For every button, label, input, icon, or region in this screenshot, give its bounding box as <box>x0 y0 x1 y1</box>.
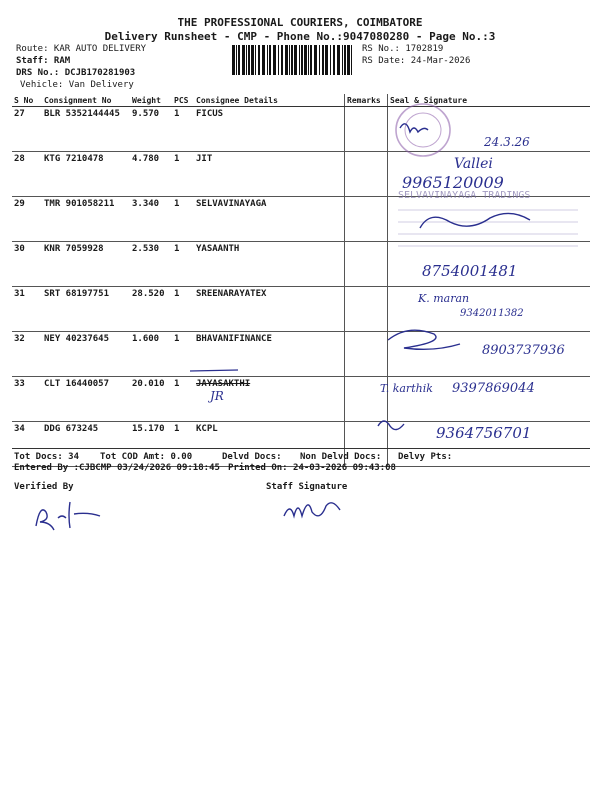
signature-scribble <box>400 124 428 132</box>
delivered-docs: Delvd Docs: <box>222 452 282 462</box>
cell-weight: 1.600 <box>130 332 172 377</box>
cell-consignee: KCPL <box>194 422 345 467</box>
cell-consignment: KNR 7059928 <box>42 242 130 287</box>
col-pcs: PCS <box>172 94 194 107</box>
verifier-signature <box>30 496 110 536</box>
cell-consignment: SRT 68197751 <box>42 287 130 332</box>
handwritten-date: 24.3.26 <box>484 135 530 149</box>
entered-by: Entered By :CJBCMP 03/24/2026 09:18:45 <box>14 463 220 473</box>
cell-pcs: 1 <box>172 287 194 332</box>
staff-signature-label: Staff Signature <box>266 482 348 492</box>
cell-consignment: BLR 5352144445 <box>42 107 130 152</box>
handwritten-phone-r30: 8754001481 <box>422 262 518 280</box>
cell-consignment: TMR 901058211 <box>42 197 130 242</box>
cell-weight: 3.340 <box>130 197 172 242</box>
rs-number: RS No.: 1702819 <box>362 44 444 54</box>
cell-consignee: JIT <box>194 152 345 197</box>
cell-consignee: FICUS <box>194 107 345 152</box>
cell-weight: 9.570 <box>130 107 172 152</box>
cell-sno: 34 <box>12 422 42 467</box>
total-cod: Tot COD Amt: 0.00 <box>100 452 193 462</box>
trader-stamp: SELVAVINAYAGA TRADINGS <box>398 190 531 201</box>
col-remarks: Remarks <box>345 94 388 107</box>
total-docs: Tot Docs: 34 <box>14 452 80 462</box>
seal-stamp <box>396 104 450 156</box>
staff-label: Staff: RAM <box>16 56 71 66</box>
cell-pcs: 1 <box>172 242 194 287</box>
signature-scribble-r34 <box>378 421 404 430</box>
handwritten-phone-r33: 9397869044 <box>452 381 535 396</box>
cell-consignment: KTG 7210478 <box>42 152 130 197</box>
runsheet-title: Delivery Runsheet - CMP - Phone No.:9047080280 - Page No.:3 <box>104 30 496 43</box>
handwritten-phone-r28: 9965120009 <box>402 173 504 192</box>
cell-sno: 28 <box>12 152 42 197</box>
handwritten-name-r33: T. karthik <box>380 382 433 395</box>
cell-weight: 20.010 <box>130 377 172 422</box>
cell-consignee: SELVAVINAYAGA <box>194 197 345 242</box>
handwritten-initials-r33: JR <box>210 389 224 403</box>
rs-date: RS Date: 24-Mar-2026 <box>362 56 471 66</box>
cell-consignee: JAYASAKTHI <box>194 377 345 422</box>
col-weight: Weight <box>130 94 172 107</box>
col-consignee: Consignee Details <box>194 94 345 107</box>
col-consignment: Consignment No <box>42 94 130 107</box>
drs-number: DRS No.: DCJB170281903 <box>16 68 136 78</box>
delivery-points: Delvy Pts: <box>398 452 453 462</box>
col-seal-signature: Seal & Signature <box>388 94 591 107</box>
cell-sno: 32 <box>12 332 42 377</box>
cell-consignee: YASAANTH <box>194 242 345 287</box>
staff-signature <box>280 488 350 524</box>
cell-sno: 33 <box>12 377 42 422</box>
cell-pcs: 1 <box>172 377 194 422</box>
route-label: Route: KAR AUTO DELIVERY <box>16 44 147 54</box>
handwritten-name-r28: Vallei <box>454 156 493 172</box>
cell-pcs: 1 <box>172 152 194 197</box>
signature-scribble-r29 <box>420 213 530 228</box>
cell-sno: 29 <box>12 197 42 242</box>
footer-divider <box>12 448 590 449</box>
handwritten-phone-r32: 8903737936 <box>482 343 565 358</box>
cell-consignment: DDG 673245 <box>42 422 130 467</box>
printed-on: Printed On: 24-03-2026 09:43:08 <box>228 463 396 473</box>
handwritten-name-r31: K. maran <box>418 292 470 305</box>
cell-weight: 28.520 <box>130 287 172 332</box>
signature-scribble-r32 <box>388 330 460 349</box>
cell-pcs: 1 <box>172 107 194 152</box>
cell-consignee: SREENARAYATEX <box>194 287 345 332</box>
cell-weight: 2.530 <box>130 242 172 287</box>
handwritten-phone-r31: 9342011382 <box>460 308 524 319</box>
cell-consignment: NEY 40237645 <box>42 332 130 377</box>
cell-pcs: 1 <box>172 332 194 377</box>
cell-consignment: CLT 16440057 <box>42 377 130 422</box>
cell-weight: 15.170 <box>130 422 172 467</box>
cell-weight: 4.780 <box>130 152 172 197</box>
cell-consignee: BHAVANIFINANCE <box>194 332 345 377</box>
handwritten-phone-r34: 9364756701 <box>436 424 532 442</box>
cell-pcs: 1 <box>172 422 194 467</box>
vehicle-label: Vehicle: Van Delivery <box>20 80 134 90</box>
non-delivered-docs: Non Delvd Docs: <box>300 452 382 462</box>
cell-pcs: 1 <box>172 197 194 242</box>
company-name: THE PROFESSIONAL COURIERS, COIMBATORE <box>177 16 423 29</box>
cell-sno: 31 <box>12 287 42 332</box>
cell-sno: 30 <box>12 242 42 287</box>
col-sno: S No <box>12 94 42 107</box>
stamp-lines <box>398 210 578 246</box>
strike-line <box>190 370 238 371</box>
verified-by-label: Verified By <box>14 482 74 492</box>
cell-sno: 27 <box>12 107 42 152</box>
